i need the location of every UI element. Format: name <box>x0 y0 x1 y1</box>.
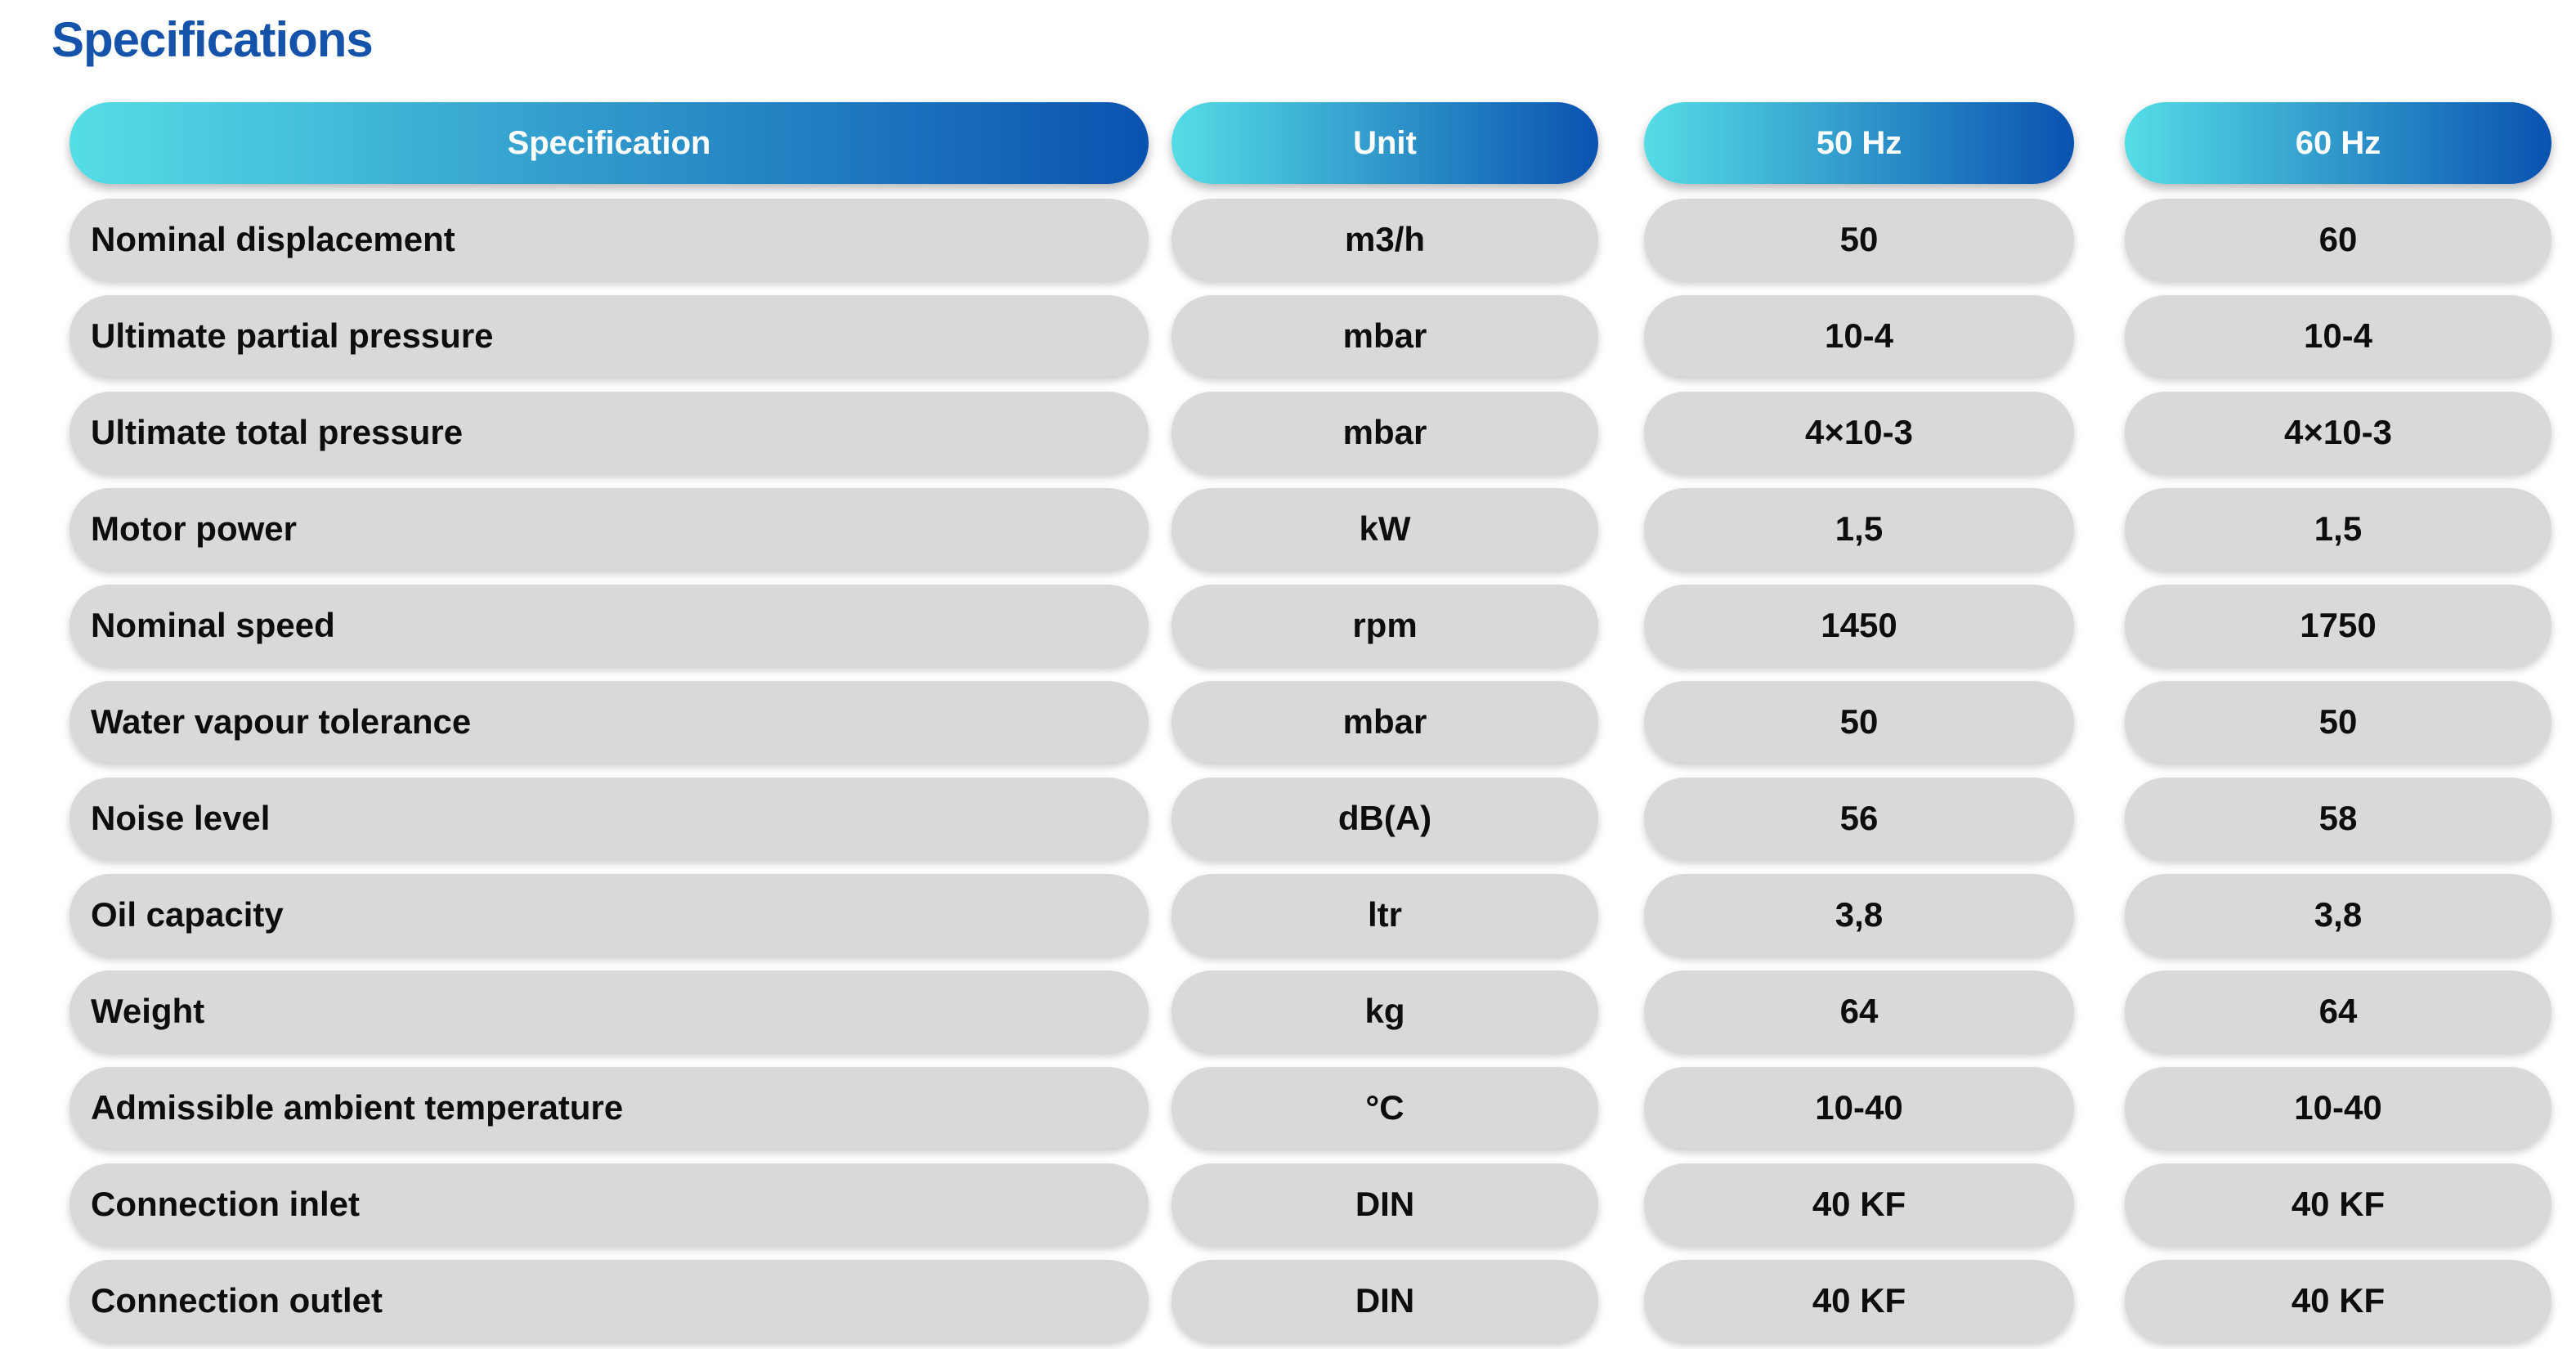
table-header-row <box>0 102 2576 184</box>
value-50hz-cell: 4×10-3 <box>1644 392 2074 473</box>
value-60hz-cell: 1,5 <box>2125 488 2551 570</box>
unit-cell: mbar <box>1172 392 1598 473</box>
unit-cell: dB(A) <box>1172 778 1598 859</box>
value-60hz-cell: 10-4 <box>2125 295 2551 377</box>
value-60hz-cell: 1750 <box>2125 585 2551 666</box>
spec-name-cell: Weight <box>69 970 1149 1052</box>
value-50hz-cell: 50 <box>1644 199 2074 280</box>
unit-cell: DIN <box>1172 1163 1598 1245</box>
spec-name-cell: Water vapour tolerance <box>69 681 1149 763</box>
table-row <box>0 970 2576 1052</box>
value-50hz-cell: 10-40 <box>1644 1067 2074 1149</box>
value-50hz-cell: 10-4 <box>1644 295 2074 377</box>
spec-name-cell: Noise level <box>69 778 1149 859</box>
spec-name-cell: Connection outlet <box>69 1260 1149 1342</box>
table-row <box>0 585 2576 666</box>
value-60hz-cell: 40 KF <box>2125 1260 2551 1342</box>
unit-cell: DIN <box>1172 1260 1598 1342</box>
table-row <box>0 392 2576 473</box>
table-row <box>0 681 2576 763</box>
value-50hz-cell: 56 <box>1644 778 2074 859</box>
value-60hz-cell: 60 <box>2125 199 2551 280</box>
table-row <box>0 199 2576 280</box>
unit-cell: kW <box>1172 488 1598 570</box>
unit-cell: °C <box>1172 1067 1598 1149</box>
column-header-specification: Specification <box>69 102 1149 184</box>
specifications-table <box>0 102 2576 1342</box>
value-60hz-cell: 64 <box>2125 970 2551 1052</box>
spec-name-cell: Admissible ambient temperature <box>69 1067 1149 1149</box>
unit-cell: ltr <box>1172 874 1598 956</box>
value-50hz-cell: 40 KF <box>1644 1163 2074 1245</box>
value-60hz-cell: 50 <box>2125 681 2551 763</box>
spec-name-cell: Connection inlet <box>69 1163 1149 1245</box>
table-row <box>0 1260 2576 1342</box>
value-60hz-cell: 10-40 <box>2125 1067 2551 1149</box>
table-row <box>0 1067 2576 1149</box>
unit-cell: mbar <box>1172 681 1598 763</box>
value-50hz-cell: 40 KF <box>1644 1260 2074 1342</box>
unit-cell: mbar <box>1172 295 1598 377</box>
spec-name-cell: Nominal displacement <box>69 199 1149 280</box>
value-50hz-cell: 3,8 <box>1644 874 2074 956</box>
table-row <box>0 874 2576 956</box>
value-60hz-cell: 58 <box>2125 778 2551 859</box>
page-title: Specifications <box>52 12 373 67</box>
table-row <box>0 1163 2576 1245</box>
value-60hz-cell: 40 KF <box>2125 1163 2551 1245</box>
table-row <box>0 488 2576 570</box>
spec-name-cell: Oil capacity <box>69 874 1149 956</box>
value-60hz-cell: 3,8 <box>2125 874 2551 956</box>
column-header-50hz: 50 Hz <box>1644 102 2074 184</box>
table-row <box>0 778 2576 859</box>
value-50hz-cell: 1450 <box>1644 585 2074 666</box>
column-header-60hz: 60 Hz <box>2125 102 2551 184</box>
value-50hz-cell: 1,5 <box>1644 488 2074 570</box>
spec-name-cell: Ultimate total pressure <box>69 392 1149 473</box>
value-50hz-cell: 64 <box>1644 970 2074 1052</box>
spec-name-cell: Motor power <box>69 488 1149 570</box>
unit-cell: rpm <box>1172 585 1598 666</box>
column-header-unit: Unit <box>1172 102 1598 184</box>
value-50hz-cell: 50 <box>1644 681 2074 763</box>
spec-name-cell: Ultimate partial pressure <box>69 295 1149 377</box>
unit-cell: m3/h <box>1172 199 1598 280</box>
spec-name-cell: Nominal speed <box>69 585 1149 666</box>
spec-table-body <box>0 199 2576 1342</box>
value-60hz-cell: 4×10-3 <box>2125 392 2551 473</box>
unit-cell: kg <box>1172 970 1598 1052</box>
table-row <box>0 295 2576 377</box>
